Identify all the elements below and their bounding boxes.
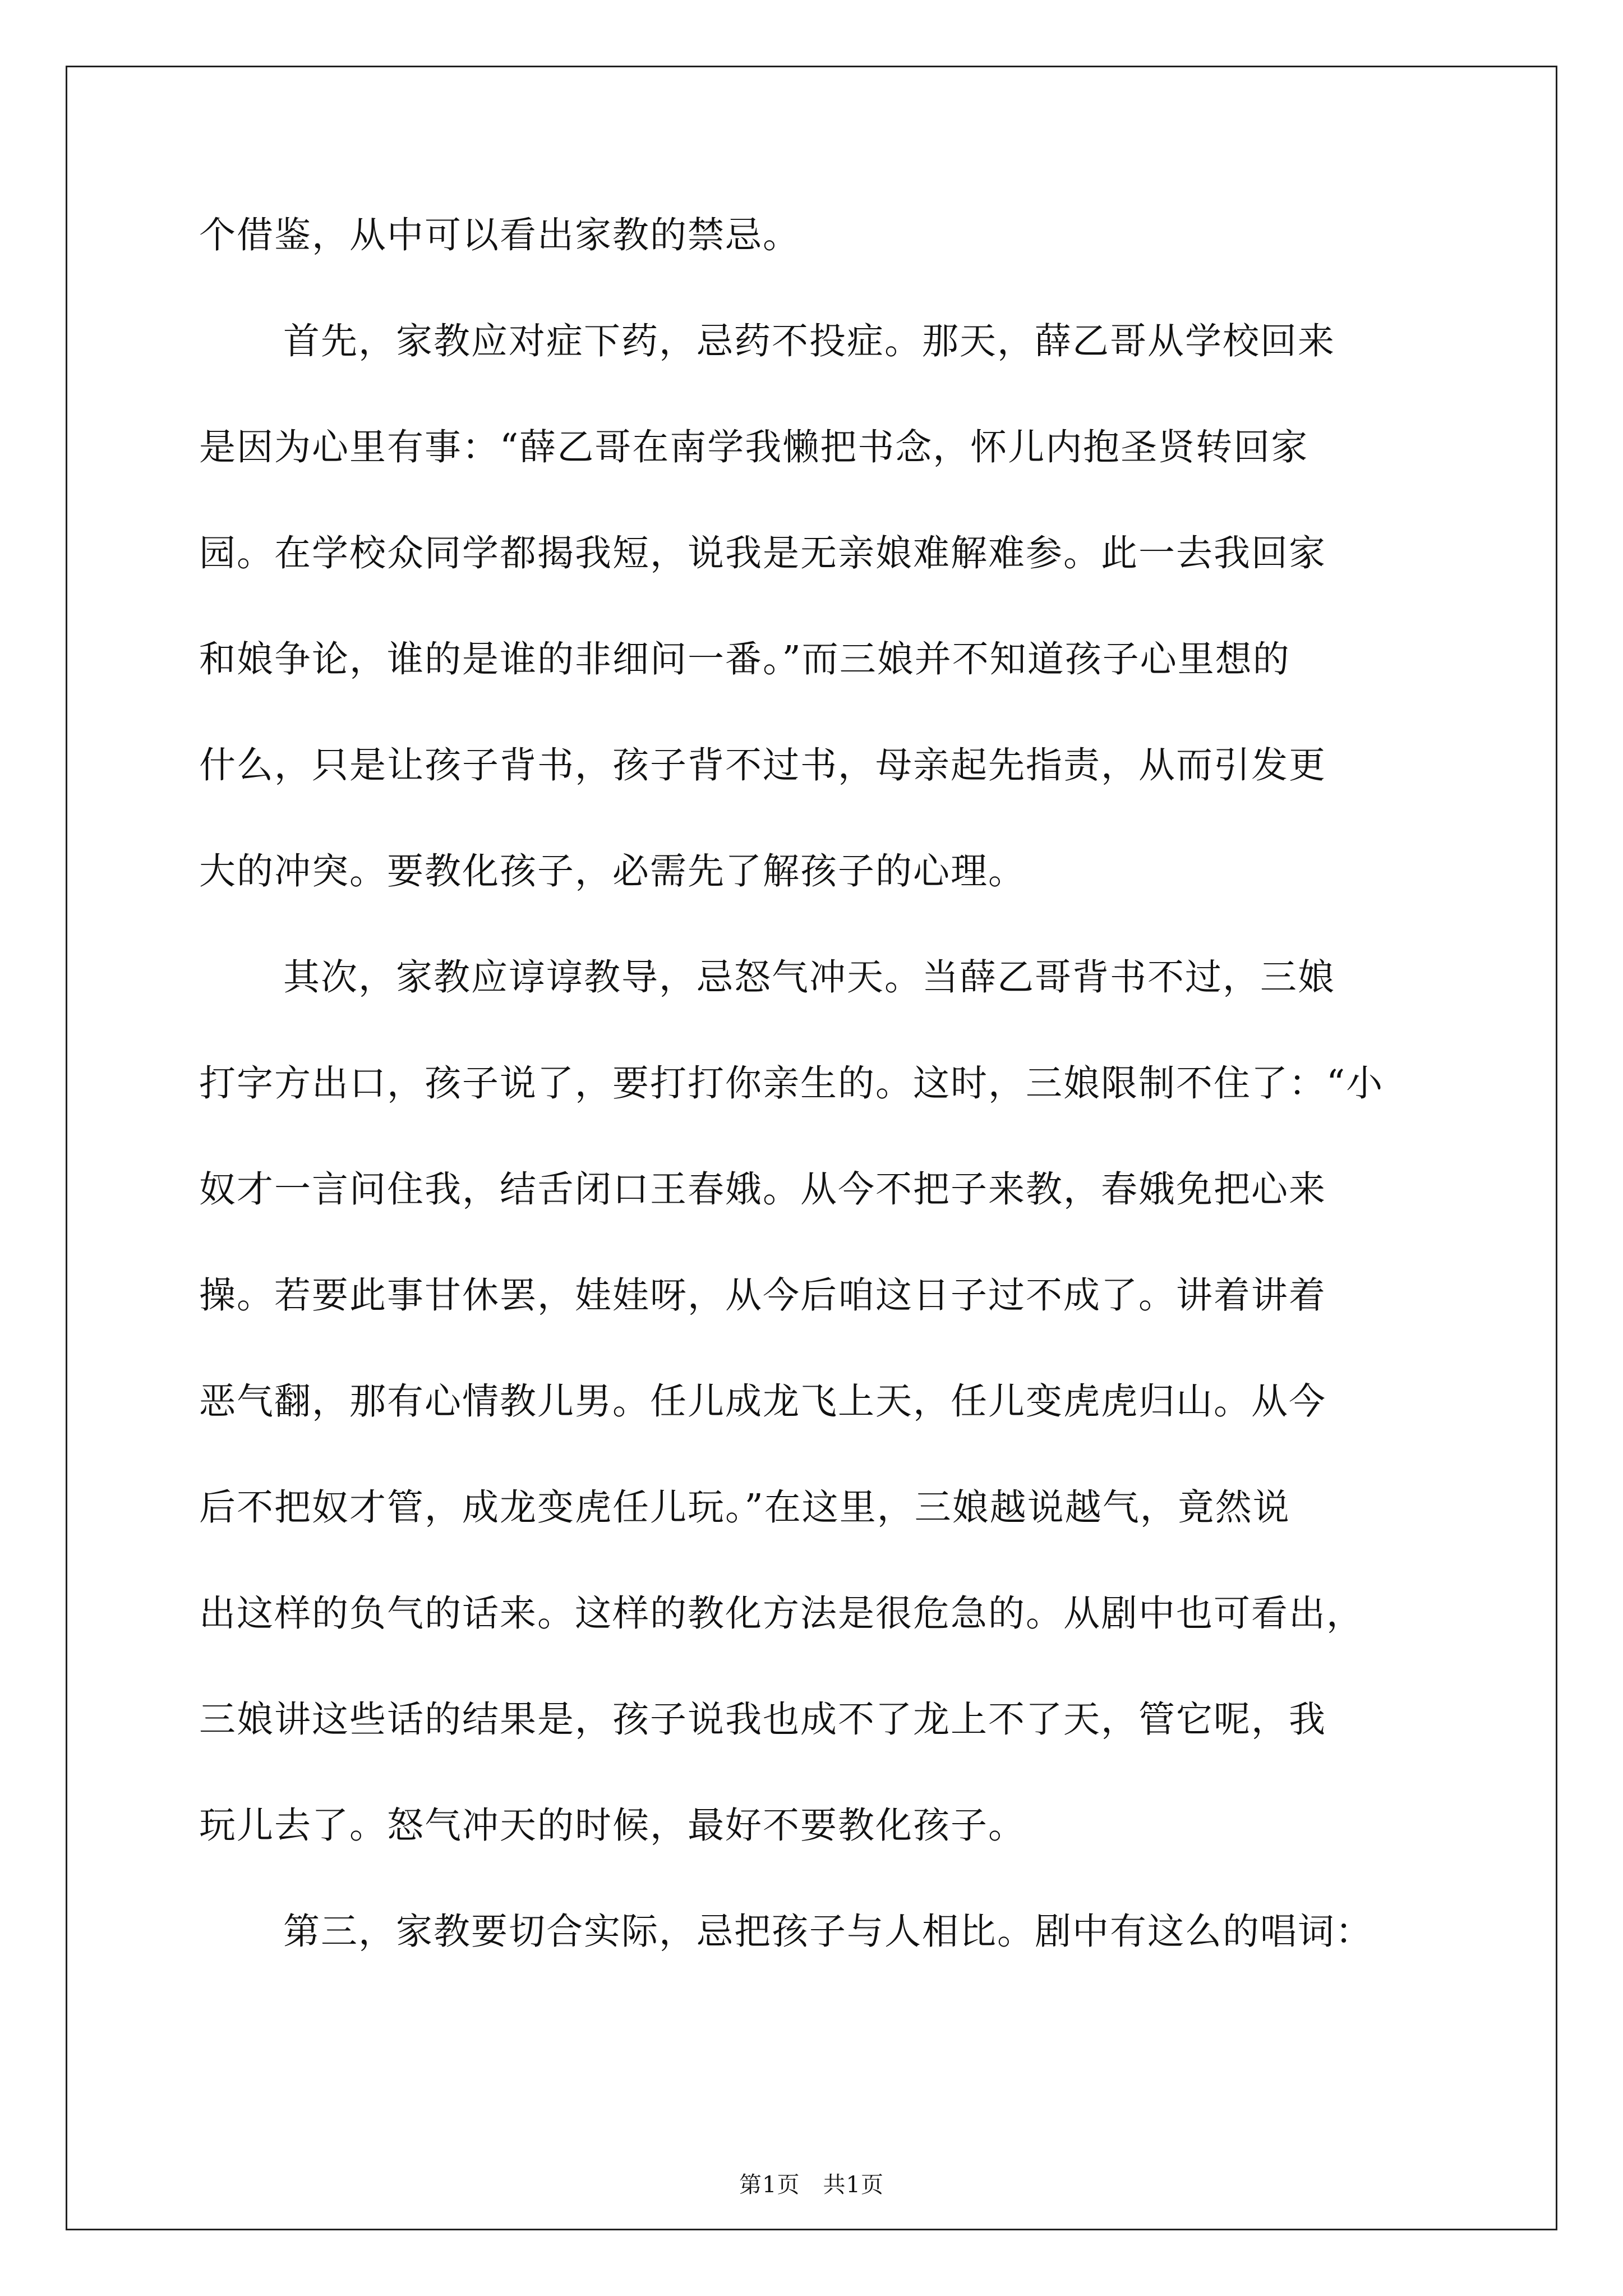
text-line: 后不把奴才管，成龙变虎任儿玩。”在这里，三娘越说越气，竟然说 <box>199 1487 1290 1529</box>
paragraph-start: 第三，家教要切合实际，忌把孩子与人相比。剧中有这么的唱词： <box>283 1911 1373 1953</box>
text-line: 打字方出口，孩子说了，要打打你亲生的。这时，三娘限制不住了：“小 <box>199 1062 1384 1105</box>
text-line: 园。在学校众同学都揭我短，说我是无亲娘难解难参。此一去我回家 <box>199 532 1327 574</box>
text-line: 什么，只是让孩子背书，孩子背不过书，母亲起先指责，从而引发更 <box>199 744 1327 786</box>
text-line: 玩儿去了。怒气冲天的时候，最好不要教化孩子。 <box>199 1805 1026 1847</box>
paragraph-start: 首先，家教应对症下药，忌药不投症。那天，薛乙哥从学校回来 <box>283 320 1336 362</box>
text-line: 出这样的负气的话来。这样的教化方法是很危急的。从剧中也可看出， <box>199 1593 1364 1635</box>
page-footer: 第1页 共1页 <box>739 2172 884 2198</box>
text-line: 奴才一言问住我，结舌闭口王春娥。从今不把子来教，春娥免把心来 <box>199 1168 1327 1211</box>
text-line: 是因为心里有事：“薛乙哥在南学我懒把书念，怀儿内抱圣贤转回家 <box>199 426 1309 468</box>
text-line: 大的冲突。要教化孩子，必需先了解孩子的心理。 <box>199 850 1026 892</box>
text-line: 个借鉴，从中可以看出家教的禁忌。 <box>199 214 801 256</box>
paragraph-start: 其次，家教应谆谆教导，忌怒气冲天。当薛乙哥背书不过，三娘 <box>283 956 1336 999</box>
text-line: 三娘讲这些话的结果是，孩子说我也成不了龙上不了天，管它呢，我 <box>199 1699 1327 1741</box>
document-body <box>199 213 1433 2016</box>
text-line: 操。若要此事甘休罢，娃娃呀，从今后咱这日子过不成了。讲着讲着 <box>199 1274 1327 1317</box>
text-line: 和娘争论，谁的是谁的非细问一番。”而三娘并不知道孩子心里想的 <box>199 638 1290 680</box>
text-line: 恶气翻，那有心情教儿男。任儿成龙飞上天，任儿变虎虎归山。从今 <box>199 1381 1327 1423</box>
